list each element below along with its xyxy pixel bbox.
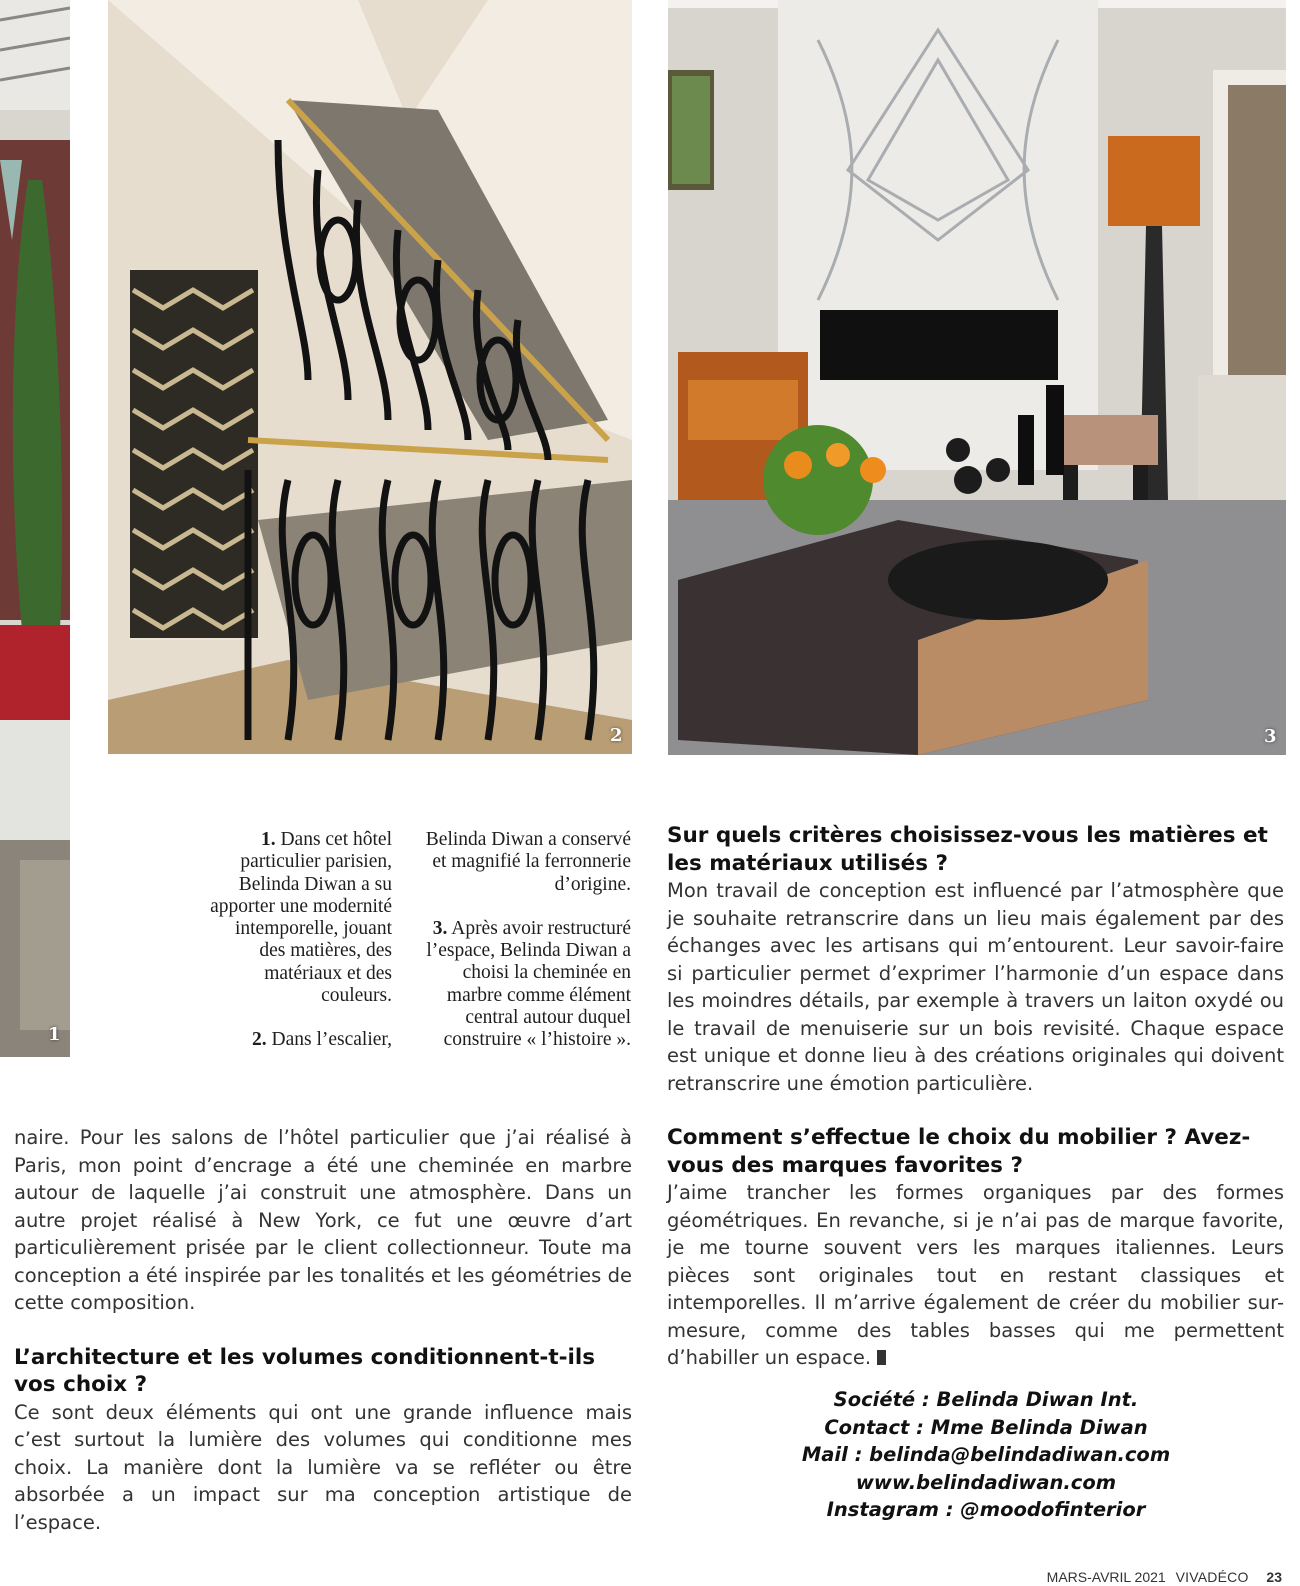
caption-2-text-a: Dans l’escalier, xyxy=(271,1029,392,1051)
left-text-column xyxy=(14,1124,632,1536)
footer-brand-deco: DÉCO xyxy=(1207,1569,1249,1585)
photo-3-illustration xyxy=(668,0,1286,755)
caption-2-number: 2. xyxy=(252,1029,267,1051)
right-text-column xyxy=(667,822,1284,1372)
caption-1-number: 1. xyxy=(260,829,276,850)
footer-brand-viva: VIVA xyxy=(1175,1569,1208,1585)
right-paragraph-2-text: J’aime trancher les formes organiques par des formes géométriques. En revanche, si je n’ai pas de marque favorite, je me tourne souvent vers les marques italiennes. Leurs pièces sont originales tout en restant classiques et intemporelles. Il m’arrive également de créer du mobilier sur-mesure, comme des tables basses qui me permettent d’habiller un espace. xyxy=(667,1181,1284,1369)
photo-3-living-room xyxy=(668,0,1286,755)
caption-1 xyxy=(206,829,392,1007)
photo-1-terrace xyxy=(0,0,70,1057)
question-materials-heading: Sur quels critères choisissez-vous les matières et les matériaux utilisés ? xyxy=(667,823,1268,876)
contact-instagram[interactable]: Instagram : @moodofinterior xyxy=(826,1498,1146,1521)
footer-brand xyxy=(1176,1569,1249,1585)
contact-block xyxy=(676,1386,1296,1524)
question-architecture-heading: L’architecture et les volumes conditionnent-t-ils vos choix ? xyxy=(14,1344,596,1397)
right-paragraph-2 xyxy=(667,1179,1284,1372)
footer-issue: MARS-AVRIL 2021 xyxy=(1046,1569,1166,1585)
question-furniture-heading: Comment s’effectue le choix du mobilier ? Avez-vous des marques favorites ? xyxy=(667,1125,1251,1178)
photo-3-number: 3 xyxy=(1264,726,1277,747)
caption-2-end: Belinda Diwan a conservé et magnifié la ferronnerie d’origine. xyxy=(425,829,631,895)
photo-1-illustration xyxy=(0,0,70,1057)
page-number: 23 xyxy=(1266,1569,1282,1585)
photo-2-illustration xyxy=(108,0,632,754)
photo-2-number: 2 xyxy=(610,725,623,746)
caption-block-left xyxy=(206,829,392,1074)
photo-1-number: 1 xyxy=(48,1024,61,1045)
photo-2-staircase xyxy=(108,0,632,754)
contact-website[interactable]: www.belindadiwan.com xyxy=(855,1470,1117,1494)
caption-2-start xyxy=(206,1029,392,1051)
right-paragraph-1: Mon travail de conception est influencé par l’atmosphère que je souhaite retranscrire dans un lieu mais également par des échanges avec les artisans qui m’entourent. Leur savoir-faire si particulier permet d’exprimer l’harmonie d’un espace dans les moindres détails, par exemple à travers un laiton oxydé ou le travail de menuiserie sur un bois revisité. Chaque espace est unique et donne lieu à des créations originales qui doivent retranscrire une émotion particulière. xyxy=(667,879,1284,1095)
caption-1-text: Dans cet hôtel particulier parisien, Belinda Diwan a su apporter une modernité intemporelle, jouant des matières, des matériaux et des couleurs. xyxy=(210,829,392,1007)
left-paragraph-2: Ce sont deux éléments qui ont une grande influence mais c’est surtout la lumière des volumes qui conditionne mes choix. La manière dont la lumière va se refléter ou être absorbée a un impact sur ma conception artistique de l’espace. xyxy=(14,1400,632,1534)
caption-block-right xyxy=(418,829,631,1074)
page-footer xyxy=(1047,1569,1282,1585)
caption-3-number: 3. xyxy=(432,917,448,939)
contact-company: Société : Belinda Diwan Int. xyxy=(833,1388,1139,1411)
caption-3 xyxy=(418,918,631,1052)
end-of-article-icon xyxy=(877,1350,886,1365)
caption-3-text: Après avoir restructuré l’espace, Belinda Diwan a choisi la cheminée en marbre comme élément central autour duquel construire « l’histoire ». xyxy=(426,917,631,1051)
left-paragraph-1: naire. Pour les salons de l’hôtel particulier que j’ai réalisé à Paris, mon point d’encrage a été une cheminée en marbre autour de laquelle j’ai construit une atmosphère. Dans un autre projet réalisé à New York, ce fut une œuvre d’art particulièrement prisée par le client collectionneur. Toute ma conception a été inspirée par les tonalités et les géométries de cette composition. xyxy=(14,1126,632,1314)
contact-mail[interactable]: Mail : belinda@belindadiwan.com xyxy=(801,1443,1171,1466)
contact-person: Contact : Mme Belinda Diwan xyxy=(824,1415,1148,1439)
